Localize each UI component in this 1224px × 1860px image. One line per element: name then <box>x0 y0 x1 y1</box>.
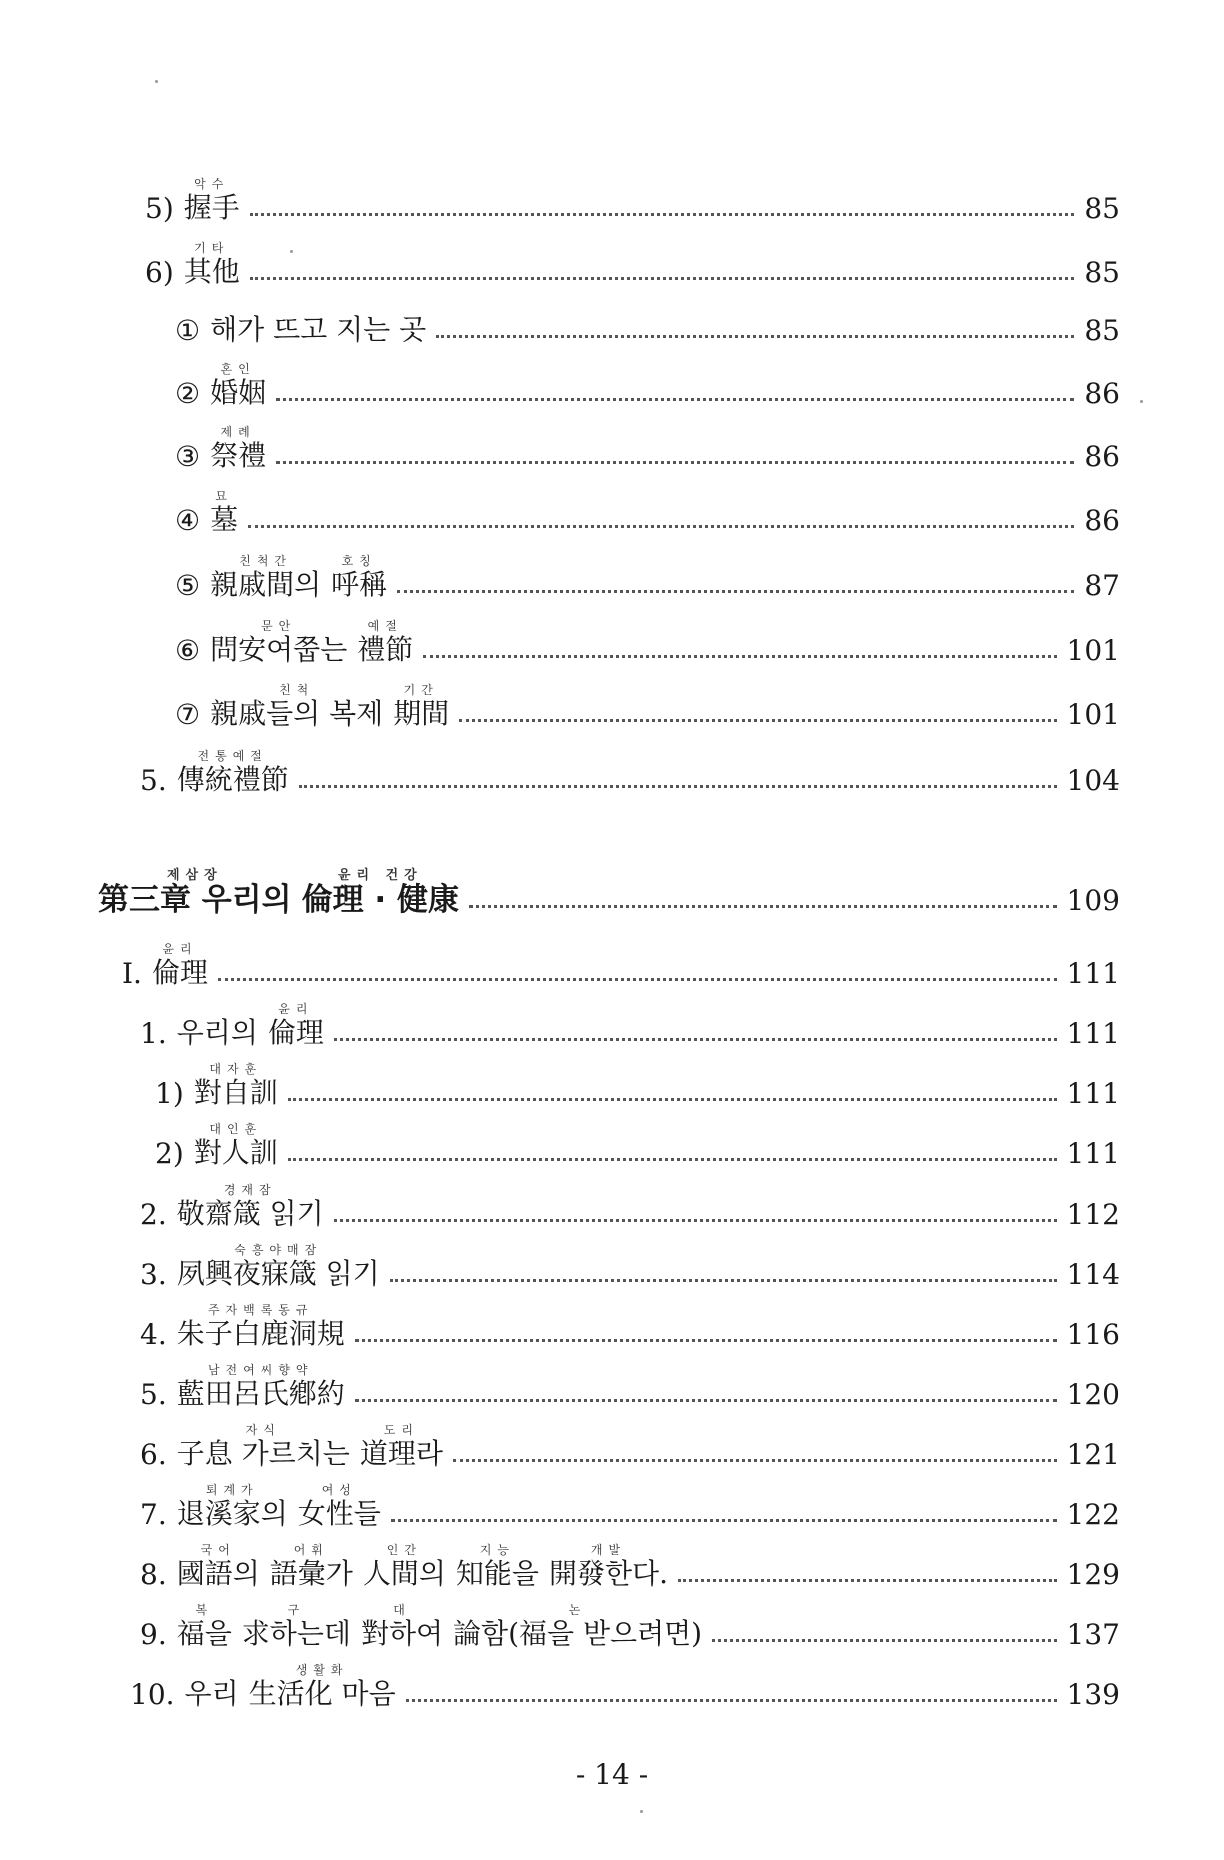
dot-leader <box>423 655 1056 658</box>
base-text: 親戚들의 복제 <box>210 697 384 730</box>
ruby-reading: 기간 <box>403 683 439 697</box>
toc-entry[interactable] <box>140 1286 1120 1350</box>
toc-entry[interactable] <box>140 1166 1120 1230</box>
entry-title <box>177 748 289 796</box>
base-text: 生活化 마음 <box>248 1677 396 1710</box>
base-text: 夙興夜寐箴 읽기 <box>176 1257 380 1290</box>
base-text: 해가 뜨고 지는 곳 <box>210 313 427 346</box>
toc-entry[interactable] <box>140 985 1120 1049</box>
title-segment <box>194 1121 278 1169</box>
title-segment <box>393 682 449 730</box>
ruby-reading: 자식 <box>245 1423 281 1437</box>
title-segment <box>210 618 347 666</box>
page-number: 101 <box>1066 634 1120 667</box>
toc-entry[interactable] <box>140 732 1120 796</box>
ruby-reading: 어휘 <box>293 1543 329 1557</box>
toc-entry[interactable] <box>140 1526 1120 1590</box>
dot-leader <box>678 1579 1057 1582</box>
toc-entry[interactable] <box>140 1406 1120 1470</box>
title-segment <box>360 1422 443 1470</box>
dot-leader <box>334 1219 1057 1222</box>
entry-number: 8. <box>140 1558 167 1591</box>
entry-title <box>184 176 240 224</box>
entry-title <box>194 1121 278 1169</box>
ruby-reading: 기타 <box>194 241 230 255</box>
toc-entry[interactable] <box>140 1226 1120 1290</box>
ruby-reading: 윤리 건강 <box>337 868 423 883</box>
entry-title <box>210 424 266 472</box>
entry-number: 4. <box>140 1318 167 1351</box>
scan-speck <box>155 80 158 83</box>
dot-leader <box>218 978 1057 981</box>
title-segment <box>210 361 266 409</box>
chapter-heading-entry[interactable] <box>98 852 1120 916</box>
entry-number: ② <box>175 377 201 410</box>
ruby-reading: 생활화 <box>295 1663 349 1677</box>
entry-number: 5) <box>145 192 174 225</box>
dot-leader <box>355 1339 1057 1342</box>
page-number: 139 <box>1066 1678 1120 1711</box>
entry-title <box>194 1061 278 1109</box>
title-segment <box>177 1542 260 1590</box>
toc-entry[interactable] <box>122 925 1120 989</box>
ruby-reading: 친척간 <box>239 554 293 568</box>
entry-title <box>177 1482 381 1530</box>
base-text: 親戚間의 <box>210 568 322 601</box>
page-number: 85 <box>1084 314 1120 347</box>
dot-leader <box>390 1279 1057 1282</box>
ruby-reading: 윤리 <box>278 1002 314 1016</box>
ruby-reading: 제례 <box>220 425 256 439</box>
ruby-reading: 남전여씨향약 <box>207 1363 314 1377</box>
title-segment <box>298 1482 381 1530</box>
toc-entry[interactable] <box>140 1466 1120 1530</box>
toc-entry[interactable] <box>155 1105 1120 1169</box>
page-number: 111 <box>1066 1077 1120 1110</box>
page-number: 111 <box>1066 957 1120 990</box>
page-number: 86 <box>1084 440 1120 473</box>
dot-leader <box>288 1158 1057 1161</box>
page-number: 121 <box>1066 1438 1120 1471</box>
title-segment <box>177 1482 288 1530</box>
title-segment <box>194 1061 278 1109</box>
page-number: 86 <box>1084 377 1120 410</box>
base-text: 呼稱 <box>331 568 388 601</box>
ruby-reading: 인간 <box>386 1543 422 1557</box>
ruby-reading: 혼인 <box>220 362 256 376</box>
ruby-reading: 묘 <box>215 489 233 503</box>
base-text: 國語의 <box>176 1557 260 1590</box>
base-text: 婚姻 <box>210 376 267 409</box>
dot-leader <box>299 785 1057 788</box>
base-text: 對自訓 <box>193 1076 278 1109</box>
title-segment <box>177 1602 232 1650</box>
title-segment <box>177 1422 350 1470</box>
entry-number: ④ <box>175 504 201 537</box>
title-segment <box>177 1001 258 1049</box>
ruby-reading: 숙흥야매잠 <box>234 1243 323 1257</box>
toc-entry[interactable] <box>175 345 1120 409</box>
page-number: 111 <box>1066 1137 1120 1170</box>
base-text: 藍田呂氏鄕約 <box>176 1377 345 1410</box>
dot-leader <box>391 1519 1057 1522</box>
entry-number: 6) <box>145 256 174 289</box>
entry-number: 6. <box>140 1438 167 1471</box>
title-segment <box>210 553 321 601</box>
ruby-reading: 전통예절 <box>197 749 268 763</box>
base-text: 禮節 <box>357 633 414 666</box>
title-segment <box>210 682 383 730</box>
title-segment <box>184 176 240 224</box>
base-text: 握手 <box>183 191 240 224</box>
entry-title <box>210 361 266 409</box>
base-text: 知能을 <box>455 1557 539 1590</box>
base-text: 求하는데 <box>241 1617 351 1650</box>
entry-number: ⑥ <box>175 634 201 667</box>
entry-title <box>177 1302 345 1350</box>
ruby-reading: 개발 <box>590 1543 627 1557</box>
ruby-reading: 복 <box>195 1603 214 1617</box>
dot-leader <box>436 335 1074 338</box>
toc-entry[interactable] <box>175 537 1120 601</box>
entry-number: 10. <box>130 1678 175 1711</box>
dot-leader <box>459 719 1056 722</box>
base-text: 福을 <box>176 1617 232 1650</box>
base-text: 墓 <box>210 503 239 536</box>
entry-number: 2. <box>140 1198 167 1231</box>
entry-title <box>210 682 449 730</box>
title-segment <box>177 1362 345 1410</box>
title-segment <box>177 1242 380 1290</box>
entry-title <box>177 1242 380 1290</box>
title-segment <box>210 424 266 472</box>
base-text: 第三章 우리의 <box>98 882 292 918</box>
ruby-reading: 구 <box>287 1603 306 1617</box>
ruby-reading: 도리 <box>383 1423 419 1437</box>
page-number: 111 <box>1066 1017 1120 1050</box>
base-text: 論함(福을 받으려면) <box>453 1617 703 1650</box>
title-segment <box>268 1001 324 1049</box>
toc-entry[interactable] <box>175 666 1120 730</box>
ruby-reading: 논 <box>568 1603 587 1617</box>
entry-number: 3. <box>140 1258 167 1291</box>
page-number: 101 <box>1066 698 1120 731</box>
dot-leader <box>288 1098 1057 1101</box>
dot-leader <box>248 525 1074 528</box>
title-segment <box>210 298 426 346</box>
entry-number: 7. <box>140 1498 167 1531</box>
entry-number: 1) <box>155 1077 184 1110</box>
ruby-reading: 문안 <box>261 619 297 633</box>
entry-title <box>177 1602 702 1650</box>
entry-number: 2) <box>155 1137 184 1170</box>
entry-title <box>185 1662 396 1710</box>
page-number: 85 <box>1084 256 1120 289</box>
title-segment <box>177 748 289 796</box>
ruby-reading: 경재잠 <box>223 1183 277 1197</box>
ruby-reading: 여성 <box>321 1483 357 1497</box>
dot-leader <box>469 905 1057 908</box>
entry-title <box>210 488 238 536</box>
base-text: 敬齋箴 읽기 <box>176 1197 324 1230</box>
ruby-reading: 악수 <box>194 177 230 191</box>
title-segment <box>331 553 387 601</box>
base-text: 問安여쭙는 <box>210 633 348 666</box>
entry-title <box>177 1362 345 1410</box>
toc-entry[interactable] <box>175 282 1120 346</box>
entry-title <box>210 618 413 666</box>
toc-entry[interactable] <box>140 1346 1120 1410</box>
entry-number: 1. <box>140 1017 167 1050</box>
entry-title <box>152 941 208 989</box>
entry-title <box>177 1001 324 1049</box>
title-segment <box>249 1662 396 1710</box>
dot-leader <box>250 213 1075 216</box>
title-segment <box>357 618 413 666</box>
entry-number: ① <box>175 314 201 347</box>
page-number: 137 <box>1066 1618 1120 1651</box>
dot-leader <box>397 590 1074 593</box>
entry-number: Ⅰ. <box>122 957 142 990</box>
dot-leader <box>276 398 1074 401</box>
title-segment <box>270 1542 353 1590</box>
ruby-reading: 국어 <box>200 1543 236 1557</box>
base-text: 對하여 <box>360 1617 444 1650</box>
base-text: 子息 가르치는 <box>176 1437 350 1470</box>
ruby-reading: 친척 <box>279 683 315 697</box>
title-segment <box>456 1542 539 1590</box>
entry-title <box>177 1182 324 1230</box>
base-text: 開發한다. <box>548 1557 668 1590</box>
toc-entry[interactable] <box>175 408 1120 472</box>
base-text: 祭禮 <box>210 439 267 472</box>
base-text: 朱子白鹿洞規 <box>176 1317 345 1350</box>
entry-title <box>177 1542 668 1590</box>
ruby-reading: 대인훈 <box>209 1122 263 1136</box>
page-number: 112 <box>1066 1198 1120 1231</box>
page-number: 104 <box>1066 764 1120 797</box>
page-number: 87 <box>1084 569 1120 602</box>
dot-leader <box>712 1639 1056 1642</box>
scan-speck <box>640 1810 643 1813</box>
toc-entry[interactable] <box>140 1586 1120 1650</box>
title-segment <box>152 941 208 989</box>
title-segment <box>302 868 459 916</box>
title-segment <box>361 1602 443 1650</box>
ruby-reading: 호칭 <box>341 554 377 568</box>
toc-entry[interactable] <box>175 602 1120 666</box>
entry-number: 9. <box>140 1618 167 1651</box>
title-segment <box>184 240 240 288</box>
page-number: 109 <box>1066 884 1120 917</box>
title-segment <box>549 1542 668 1590</box>
title-segment <box>453 1602 702 1650</box>
dot-leader <box>406 1699 1057 1702</box>
toc-entry[interactable] <box>130 1646 1120 1710</box>
dot-leader <box>250 277 1075 280</box>
ruby-reading: 예절 <box>367 619 403 633</box>
entry-number: 5. <box>140 1378 167 1411</box>
base-text: 우리 <box>184 1677 239 1710</box>
toc-entry[interactable] <box>175 472 1120 536</box>
base-text: 倫理 <box>267 1016 324 1049</box>
page-number: 86 <box>1084 504 1120 537</box>
toc-entry[interactable] <box>145 224 1120 288</box>
ruby-reading: 주자백록동규 <box>207 1303 314 1317</box>
ruby-reading: 대자훈 <box>209 1062 263 1076</box>
ruby-reading: 대 <box>393 1603 411 1617</box>
dot-leader <box>334 1038 1057 1041</box>
entry-number: 5. <box>140 764 167 797</box>
base-text: 其他 <box>183 255 240 288</box>
title-segment <box>210 488 238 536</box>
entry-title <box>177 1422 443 1470</box>
ruby-reading: 지능 <box>479 1543 516 1557</box>
entry-title <box>210 298 426 346</box>
ruby-reading: 퇴계가 <box>205 1483 259 1497</box>
dot-leader <box>276 461 1074 464</box>
entry-title <box>98 868 459 916</box>
page-number-footer: - 14 - <box>575 1758 649 1791</box>
dot-leader <box>453 1459 1057 1462</box>
title-segment <box>177 1302 345 1350</box>
base-text: 道理라 <box>359 1437 443 1470</box>
title-segment <box>363 1542 446 1590</box>
page-number: 116 <box>1066 1318 1120 1351</box>
base-text: 期間 <box>393 697 450 730</box>
page-number: 120 <box>1066 1378 1120 1411</box>
dot-leader <box>355 1399 1057 1402</box>
entry-number: ⑤ <box>175 569 201 602</box>
base-text: 對人訓 <box>193 1136 278 1169</box>
base-text: 傳統禮節 <box>176 763 289 796</box>
base-text: 女性들 <box>297 1497 381 1530</box>
page-number: 129 <box>1066 1558 1120 1591</box>
toc-entry[interactable] <box>155 1045 1120 1109</box>
ruby-reading: 윤리 <box>162 942 198 956</box>
scan-speck <box>290 250 293 253</box>
base-text: 우리의 <box>176 1016 258 1049</box>
scan-speck <box>1140 400 1143 403</box>
page-number: 114 <box>1066 1258 1120 1291</box>
title-segment <box>98 868 292 916</box>
entry-number: ⑦ <box>175 698 201 731</box>
base-text: 語彙가 <box>269 1557 353 1590</box>
title-segment <box>242 1602 351 1650</box>
title-segment <box>185 1662 239 1710</box>
title-segment <box>177 1182 324 1230</box>
entry-number: ③ <box>175 440 201 473</box>
base-text: 退溪家의 <box>176 1497 288 1530</box>
page-number: 85 <box>1084 192 1120 225</box>
entry-title <box>184 240 240 288</box>
base-text: 倫理 · 健康 <box>301 882 460 918</box>
entry-title <box>210 553 387 601</box>
toc-entry[interactable] <box>145 160 1120 224</box>
base-text: 人間의 <box>362 1557 446 1590</box>
ruby-reading: 제삼장 <box>166 868 223 883</box>
base-text: 倫理 <box>151 956 208 989</box>
page-number: 122 <box>1066 1498 1120 1531</box>
